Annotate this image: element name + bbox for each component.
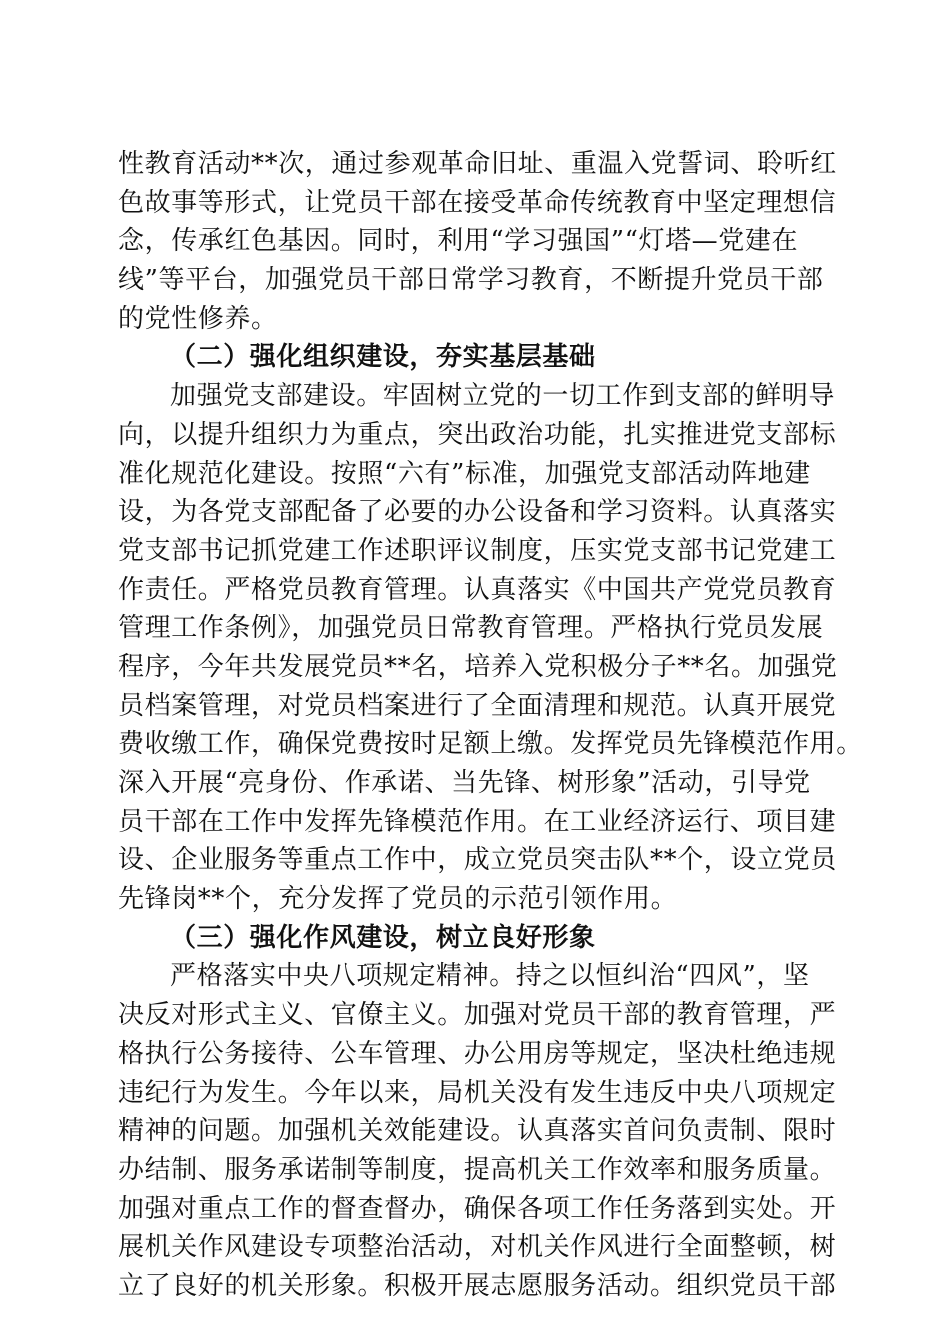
text-line: 精神的问题。加强机关效能建设。认真落实首问负责制、限时 <box>118 1116 837 1147</box>
paragraph-start-line: 严格落实中央八项规定精神。持之以恒纠治“四风”，坚 <box>170 961 810 992</box>
text-line: 加强对重点工作的督查督办，确保各项工作任务落到实处。开 <box>118 1193 837 1224</box>
text-line: 展机关作风建设专项整治活动，对机关作风进行全面整顿，树 <box>118 1232 837 1263</box>
document-body <box>118 145 863 1306</box>
text-line: 准化规范化建设。按照“六有”标准，加强党支部活动阵地建 <box>118 458 811 489</box>
section-heading: （二）强化组织建设，夯实基层基础 <box>170 342 596 373</box>
paragraph-start-line: 加强党支部建设。牢固树立党的一切工作到支部的鲜明导 <box>170 381 836 412</box>
text-line: 决反对形式主义、官僚主义。加强对党员干部的教育管理，严 <box>118 1000 837 1031</box>
text-line: 员干部在工作中发挥先锋模范作用。在工业经济运行、项目建 <box>118 806 837 837</box>
section-heading: （三）强化作风建设，树立良好形象 <box>170 922 596 953</box>
text-line: 线”等平台，加强党员干部日常学习教育，不断提升党员干部 <box>118 265 824 296</box>
text-line: 格执行公务接待、公车管理、办公用房等规定，坚决杜绝违规 <box>118 1038 837 1069</box>
text-line: 色故事等形式，让党员干部在接受革命传统教育中坚定理想信 <box>118 187 837 218</box>
text-line: 管理工作条例》，加强党员日常教育管理。严格执行党员发展 <box>118 613 824 644</box>
text-line: 程序，今年共发展党员**名，培养入党积极分子**名。加强党 <box>118 651 838 682</box>
text-line: 立了良好的机关形象。积极开展志愿服务活动。组织党员干部 <box>118 1270 837 1301</box>
text-line: 的党性修养。 <box>118 303 278 334</box>
text-line: 设、企业服务等重点工作中，成立党员突击队**个，设立党员 <box>118 845 837 876</box>
text-line: 先锋岗**个，充分发挥了党员的示范引领作用。 <box>118 884 678 915</box>
text-line: 费收缴工作，确保党费按时足额上缴。发挥党员先锋模范作用。 <box>118 729 863 760</box>
text-line: 性教育活动**次，通过参观革命旧址、重温入党誓词、聆听红 <box>118 149 837 179</box>
text-line: 向，以提升组织力为重点，突出政治功能，扎实推进党支部标 <box>118 419 837 450</box>
text-line: 深入开展“亮身份、作承诺、当先锋、树形象”活动，引导党 <box>118 768 811 798</box>
text-line: 党支部书记抓党建工作述职评议制度，压实党支部书记党建工 <box>118 535 837 566</box>
text-line: 员档案管理，对党员档案进行了全面清理和规范。认真开展党 <box>118 690 837 721</box>
text-line: 违纪行为发生。今年以来，局机关没有发生违反中央八项规定 <box>118 1077 837 1108</box>
text-line: 念，传承红色基因。同时，利用“学习强国”“灯塔—党建在 <box>118 226 799 257</box>
text-line: 设，为各党支部配备了必要的办公设备和学习资料。认真落实 <box>118 497 837 528</box>
text-line: 作责任。严格党员教育管理。认真落实《中国共产党党员教育 <box>118 574 837 605</box>
text-line: 办结制、服务承诺制等制度，提高机关工作效率和服务质量。 <box>118 1154 837 1185</box>
